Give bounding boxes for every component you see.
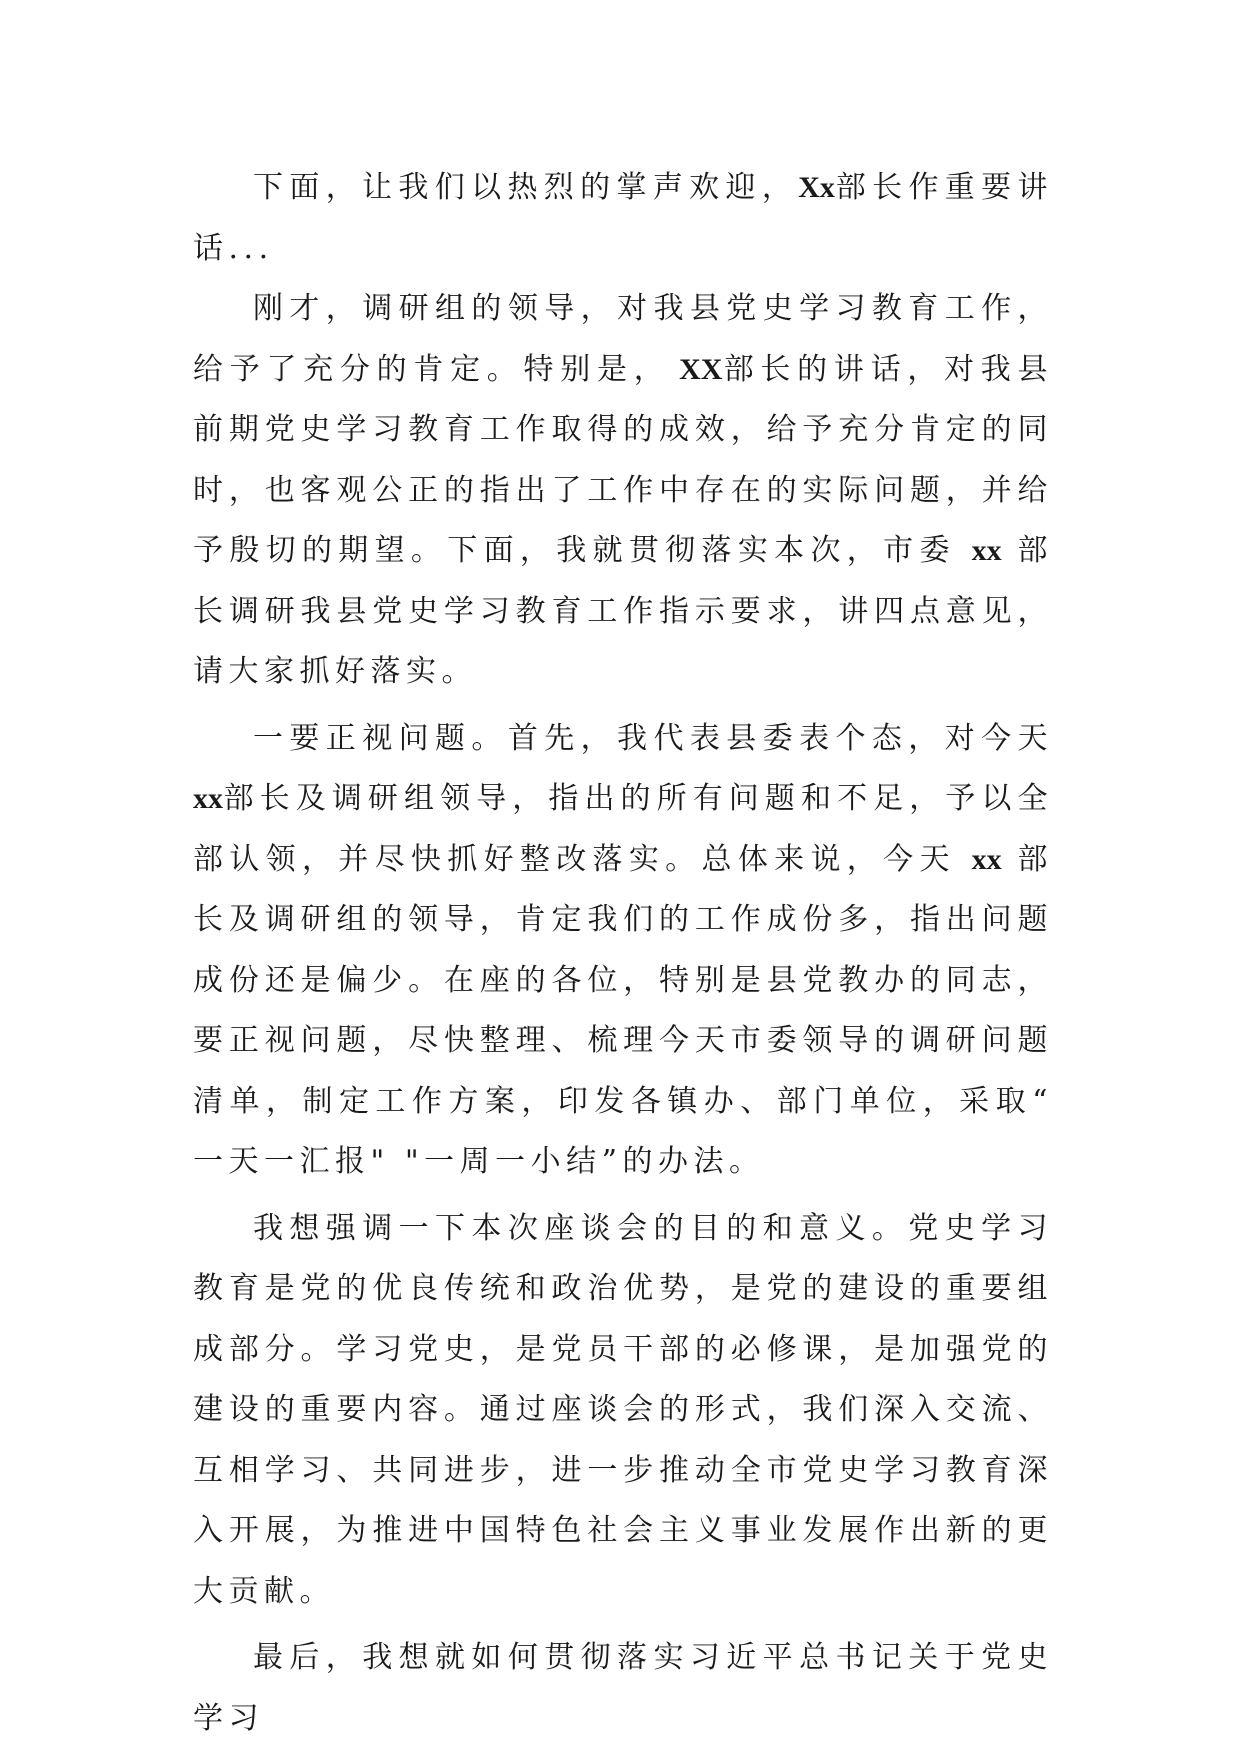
name-placeholder: xx [971, 842, 1002, 876]
text-run: 部长的讲话，对我县前期党史学习教育工作取得的成效，给予充分肯定的同时，也客观公正的指出了工作中存在的实际问题，并给予殷切的期望。下面，我就贯彻落实本次，市委 [193, 351, 1054, 568]
name-placeholder: Xx [798, 171, 835, 204]
name-placeholder: xx [971, 534, 1002, 567]
name-placeholder: XX [670, 352, 723, 386]
text-run: 部长调研我县党史学习教育工作指示要求，讲四点意见，请大家抓好落实。 [193, 533, 1053, 689]
speech-text [193, 158, 1053, 1749]
text-run: 一要正视问题。首先，我代表县委表个态，对今天 [253, 720, 1053, 756]
text-run: 下面，让我们以热烈的掌声欢迎， [253, 170, 799, 205]
text-run: 最后，我想就如何贯彻落实习近平总书记关于党史学习 [193, 1640, 1053, 1736]
text-run: 我想强调一下本次座谈会的目的和意义。党史学习教育是党的优良传统和政治优势，是党的建设的重要组成部分。学习党史，是党员干部的必修课，是加强党的建设的重要内容。通过座谈会的形式，我们深入交流、互相学习、共同进步，进一步推动全市党史学习教育深入开展，为推进中国特色社会主义事业发展作出新的更大贡献。 [193, 1210, 1053, 1609]
text-run: 部长作重要讲话... [193, 170, 1053, 266]
paragraph-point-one [193, 709, 1053, 1193]
paragraph-response [193, 279, 1053, 703]
paragraph-final [193, 1628, 1053, 1749]
paragraph-purpose [193, 1199, 1053, 1623]
paragraph-welcome [193, 158, 1053, 279]
text-run: 部长及调研组领导，指出的所有问题和不足，予以全部认领，并尽快抓好整改落实。总体来说，今天 [193, 781, 1053, 877]
text-run: 部长及调研组的领导，肯定我们的工作成份多，指出问题成份还是偏少。在座的各位，特别是县党教办的同志，要正视问题，尽快整理、梳理今天市委领导的调研问题清单，制定工作方案，印发各镇办、部门单位，采取“ 一天一汇报" "一周一小结”的办法。 [193, 841, 1053, 1179]
name-placeholder: xx [193, 782, 223, 815]
text-run: 刚才，调研组的领导，对我县党史学习教育工作，给予了充分的肯定。特别是， [193, 291, 1053, 387]
